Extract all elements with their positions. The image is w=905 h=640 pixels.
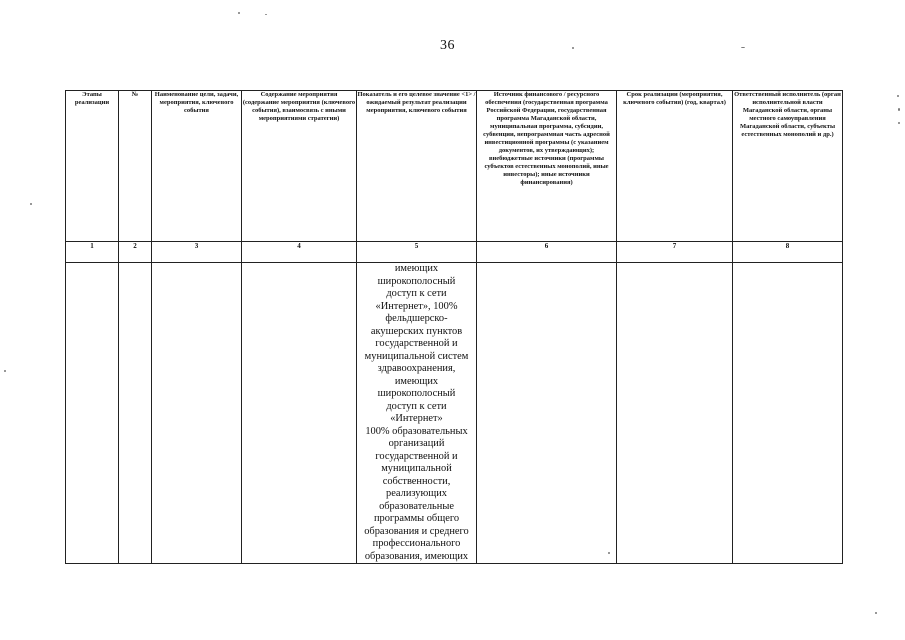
header-goal-name: Наименование цели, задачи, мероприятия, ключевого события bbox=[152, 91, 242, 242]
scan-speck bbox=[30, 203, 32, 205]
header-responsible: Ответственный исполнитель (орган исполнительной власти Магаданской области, органы местного самоуправления Магаданской области, субъекты естественных монополий и др.) bbox=[733, 91, 843, 242]
cell-goal-name bbox=[152, 263, 242, 564]
header-measure-content: Содержание мероприятия (содержание мероприятия (ключевого события), взаимосвязь с иными мероприятиями стратегии) bbox=[242, 91, 357, 242]
header-deadline: Срок реализации (мероприятия, ключевого события) (год, квартал) bbox=[617, 91, 733, 242]
scan-speck bbox=[741, 47, 745, 48]
scan-speck bbox=[572, 47, 574, 49]
indicator-text-line: реализующих bbox=[386, 488, 447, 499]
scan-speck bbox=[608, 552, 610, 554]
table-row bbox=[66, 263, 843, 564]
cell-stages bbox=[66, 263, 119, 564]
indicator-text-line: муниципальной систем bbox=[364, 350, 469, 362]
indicator-text-line: фельдшерско- bbox=[385, 313, 448, 324]
strategy-plan-table bbox=[65, 90, 843, 564]
cell-responsible bbox=[733, 263, 843, 564]
indicator-text-line: образования, имеющих bbox=[364, 550, 469, 562]
indicator-text-line: профессионального bbox=[372, 538, 461, 549]
scan-speck bbox=[898, 122, 900, 124]
indicator-text-line: доступ к сети bbox=[386, 400, 447, 412]
cell-funding-source bbox=[477, 263, 617, 564]
column-number: 2 bbox=[119, 242, 152, 263]
cell-deadline bbox=[617, 263, 733, 564]
header-number: № bbox=[119, 91, 152, 242]
indicator-text-line: 100% образовательных bbox=[365, 425, 468, 437]
header-indicator: Показатель и его целевое значение <1> /ожидаемый результат реализации мероприятия, ключевого события bbox=[357, 91, 477, 242]
indicator-text-line: образовательные bbox=[379, 500, 454, 512]
header-stages: Этапы реализации bbox=[66, 91, 119, 242]
column-number: 7 bbox=[617, 242, 733, 263]
page-number: 36 bbox=[440, 38, 455, 53]
column-number: 5 bbox=[357, 242, 477, 263]
column-number: 1 bbox=[66, 242, 119, 263]
indicator-text-line: здравоохранения, bbox=[377, 363, 456, 374]
column-number: 6 bbox=[477, 242, 617, 263]
scan-speck bbox=[238, 12, 240, 14]
indicator-text-line: программы общего bbox=[373, 513, 460, 524]
indicator-text-line: широкополосный bbox=[377, 275, 456, 287]
indicator-text-line: муниципальной bbox=[381, 463, 452, 474]
column-number: 3 bbox=[152, 242, 242, 263]
column-number-row bbox=[66, 242, 843, 263]
indicator-text-line: государственной и bbox=[375, 338, 458, 349]
indicator-text-line: «Интернет» bbox=[390, 413, 443, 424]
header-funding-source: Источник финансового / ресурсного обеспечения (государственная программа Российской Федерации, государственная программа Магаданской области, муниципальная программа, субсидии, субвенции, непрограммная часть адресной инвестиционной программы (с указанием документов, их утверждающих); внебюджетные источники (программы субъектов естественных монополий, иные инвесторы); иные источники финансирования) bbox=[477, 91, 617, 242]
scan-speck bbox=[875, 612, 877, 614]
indicator-text-line: имеющих bbox=[394, 263, 439, 274]
indicator-text-line: государственной и bbox=[375, 450, 458, 462]
scan-speck bbox=[4, 370, 6, 372]
cell-measure-content bbox=[242, 263, 357, 564]
indicator-text-line: акушерских пунктов bbox=[370, 325, 463, 337]
indicator-text-line: имеющих bbox=[394, 375, 439, 387]
cell-indicator bbox=[357, 263, 477, 564]
column-number: 8 bbox=[733, 242, 843, 263]
indicator-text-line: доступ к сети bbox=[386, 288, 447, 299]
indicator-text-line: широкополосный bbox=[377, 388, 456, 399]
scan-speck bbox=[897, 95, 899, 97]
indicator-text-line: «Интернет», 100% bbox=[375, 300, 458, 312]
indicator-text-line: образования и среднего bbox=[364, 525, 469, 537]
indicator-text-line: организаций bbox=[388, 438, 445, 449]
cell-number bbox=[119, 263, 152, 564]
column-number: 4 bbox=[242, 242, 357, 263]
scan-speck bbox=[265, 14, 267, 15]
indicator-text-line: собственности, bbox=[382, 475, 451, 487]
scan-speck bbox=[898, 108, 900, 111]
table-header-row bbox=[66, 91, 843, 242]
